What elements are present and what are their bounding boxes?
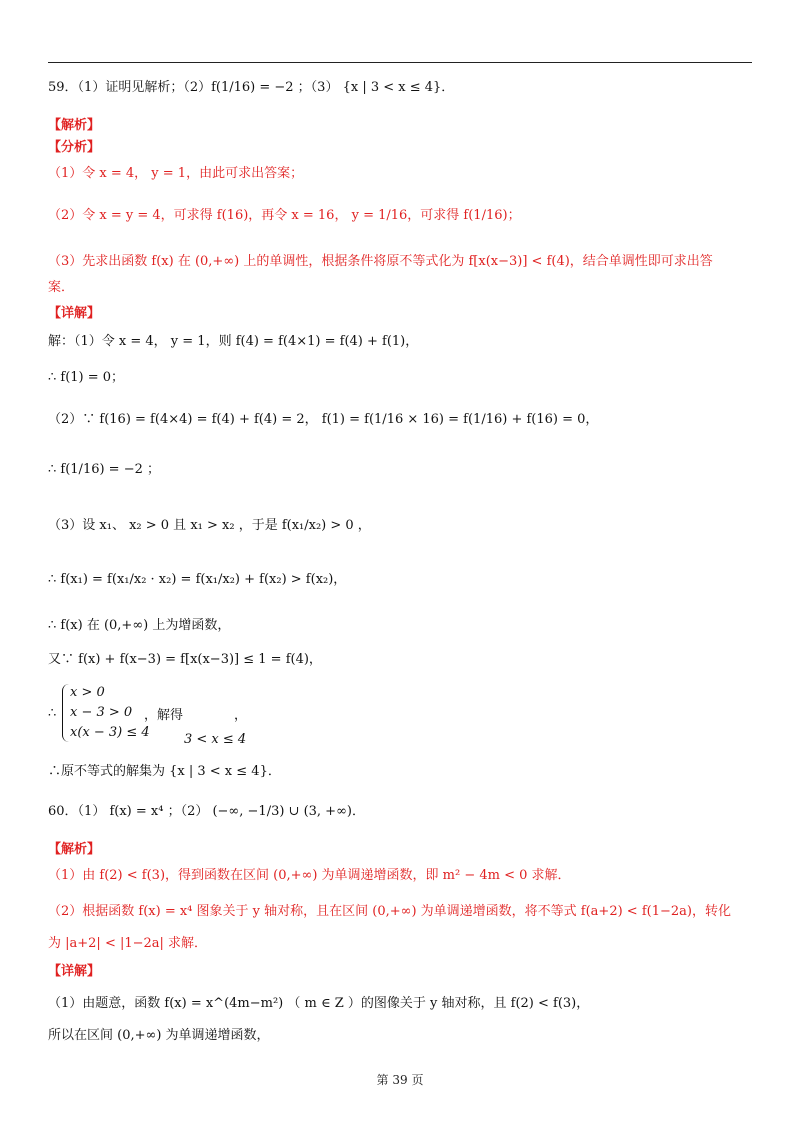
q59-detail-2: ∴ f(1) = 0； [48,370,125,385]
solve-label: ，解得 [144,708,184,723]
system-row-3: x(x − 3) ≤ 4 [70,725,150,740]
q59-answer: 59．（1）证明见解析；（2）f(1/16) = −2 ；（3） {x | 3 < x ≤ 4}． [48,80,455,95]
q59-analysis-3-line2: 案． [48,280,75,295]
q60-analysis-2-line2: 为 |a+2| < |1−2a| 求解． [48,936,208,951]
q59-detail-8: 又∵ f(x) + f(x−3) = f[x(x−3)] ≤ 1 = f(4)， [48,652,322,667]
q60-xiangjie-heading: 【详解】 [48,964,101,979]
q59-analysis-1: （1）令 x = 4， y = 1，由此可求出答案； [48,166,304,181]
page-number: 第 39 页 [376,1073,424,1087]
q59-detail-4: ∴ f(1/16) = −2 ； [48,462,161,477]
q60-detail-2: 所以在区间 (0,+∞) 为单调递增函数， [48,1028,270,1043]
q59-detail-3: （2）∵ f(16) = f(4×4) = f(4) + f(4) = 2， f(1) = f(1/16 × 16) = f(1/16) + f(16) = 0， [48,412,599,427]
q60-jiexi-heading: 【解析】 [48,842,101,857]
system-row-2: x − 3 > 0 [70,705,133,720]
q60-analysis-2-line1: （2）根据函数 f(x) = x⁴ 图象关于 y 轴对称，且在区间 (0,+∞) 为单调递增函数，将不等式 f(a+2) < f(1−2a)，转化 [48,904,731,919]
q59-analysis-3-line1: （3）先求出函数 f(x) 在 (0,+∞) 上的单调性，根据条件将原不等式化为 f[x(x−3)] < f(4)，结合单调性即可求出答 [48,254,713,269]
system-brace [62,684,69,742]
q59-detail-5: （3）设 x₁、 x₂ > 0 且 x₁ > x₂ ，于是 f(x₁/x₂) > 0 ， [48,518,371,533]
header-rule [48,62,752,63]
q59-fenxi-heading: 【分析】 [48,140,101,155]
q60-detail-1: （1）由题意，函数 f(x) = x^(4m−m²) （ m ∈ Z ）的图像关于 y 轴对称，且 f(2) < f(3)， [48,996,590,1011]
q59-detail-10: ∴原不等式的解集为 {x | 3 < x ≤ 4}． [48,764,281,779]
system-row-1: x > 0 [70,685,105,700]
q59-detail-6: ∴ f(x₁) = f(x₁/x₂ · x₂) = f(x₁/x₂) + f(x₂) > f(x₂)， [48,572,347,587]
q59-detail-7: ∴ f(x) 在 (0,+∞) 上为增函数， [48,618,231,633]
q59-detail-1: 解：（1）令 x = 4， y = 1，则 f(4) = f(4×1) = f(4) + f(1)， [48,334,419,349]
q60-analysis-1: （1）由 f(2) < f(3)，得到函数在区间 (0,+∞) 为单调递增函数，即 m² − 4m < 0 求解． [48,868,571,883]
solve-result: 3 < x ≤ 4 [184,732,247,747]
q59-xiangjie-heading: 【详解】 [48,306,101,321]
q59-jiexi-heading: 【解析】 [48,118,101,133]
therefore-symbol: ∴ [48,706,57,721]
q59-analysis-2: （2）令 x = y = 4，可求得 f(16)，再令 x = 16， y = 1/16，可求得 f(1/16)； [48,208,521,223]
q60-answer: 60．（1） f(x) = x⁴ ；（2） (−∞, −1/3) ∪ (3, +∞)． [48,804,365,819]
solve-comma: ， [234,708,248,723]
